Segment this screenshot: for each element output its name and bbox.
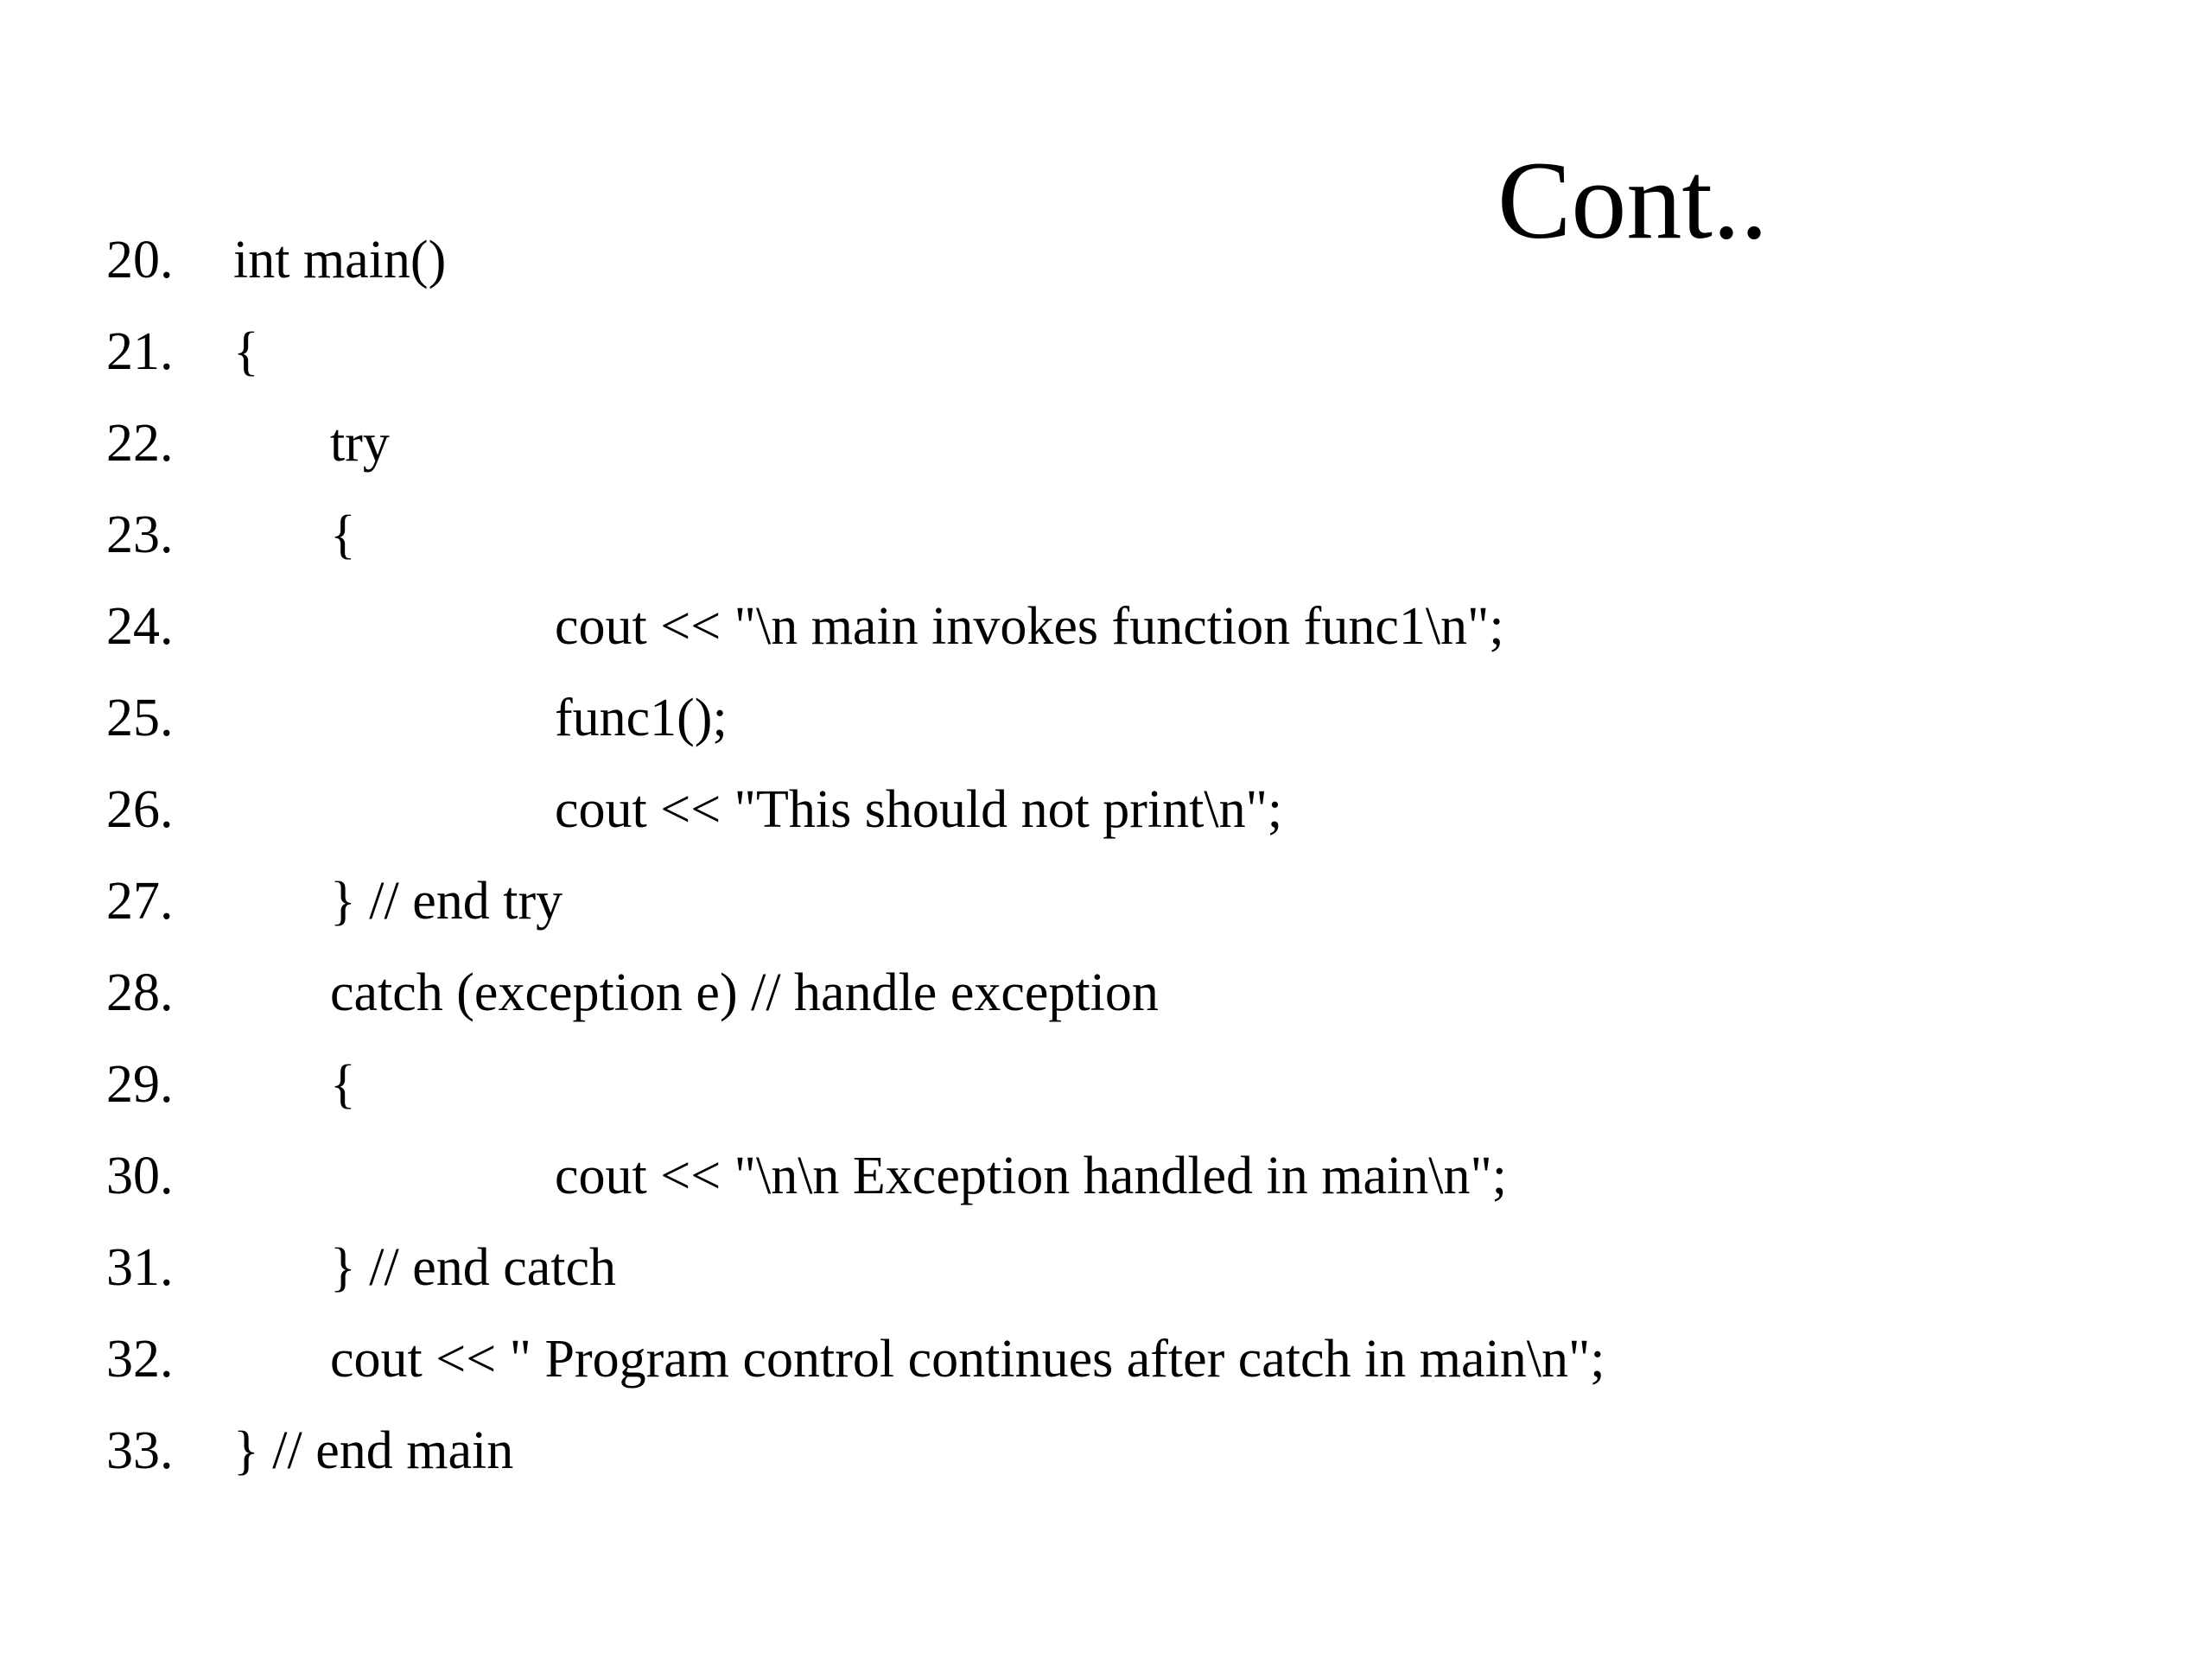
code-text: cout << " Program control continues after catch in main\n"; bbox=[330, 1330, 1605, 1389]
line-number: 26. bbox=[106, 780, 174, 839]
code-line bbox=[0, 221, 2212, 299]
code-line bbox=[0, 862, 2212, 940]
slide-title: Cont.. bbox=[1497, 139, 1768, 262]
line-number: 32. bbox=[106, 1330, 174, 1389]
code-line bbox=[0, 313, 2212, 391]
line-number: 24. bbox=[106, 597, 174, 656]
code-line bbox=[0, 679, 2212, 757]
code-text: } // end try bbox=[330, 872, 563, 931]
code-line bbox=[0, 1046, 2212, 1123]
line-number: 30. bbox=[106, 1147, 174, 1205]
code-text: { bbox=[233, 322, 259, 381]
code-line bbox=[0, 1320, 2212, 1398]
line-number: 22. bbox=[106, 414, 174, 473]
code-text: try bbox=[330, 414, 390, 473]
line-number: 31. bbox=[106, 1238, 174, 1297]
line-number: 25. bbox=[106, 689, 174, 747]
code-line bbox=[0, 771, 2212, 849]
code-text: { bbox=[330, 505, 356, 564]
code-line bbox=[0, 954, 2212, 1032]
line-number: 21. bbox=[106, 322, 174, 381]
code-text: } // end catch bbox=[330, 1238, 617, 1297]
line-number: 23. bbox=[106, 505, 174, 564]
code-text: int main() bbox=[233, 231, 447, 289]
code-line bbox=[0, 404, 2212, 482]
line-number: 29. bbox=[106, 1055, 174, 1114]
code-line bbox=[0, 496, 2212, 574]
code-line bbox=[0, 1137, 2212, 1215]
code-line bbox=[0, 1412, 2212, 1490]
code-text: cout << "\n\n Exception handled in main\n"; bbox=[555, 1147, 1508, 1205]
code-line bbox=[0, 588, 2212, 665]
line-number: 27. bbox=[106, 872, 174, 931]
code-text: catch (exception e) // handle exception bbox=[330, 963, 1159, 1022]
code-text: { bbox=[330, 1055, 356, 1114]
code-text: cout << "This should not print\n"; bbox=[555, 780, 1283, 839]
code-text: } // end main bbox=[233, 1421, 514, 1480]
code-text: cout << "\n main invokes function func1\n"; bbox=[555, 597, 1504, 656]
line-number: 28. bbox=[106, 963, 174, 1022]
code-text: func1(); bbox=[555, 689, 728, 747]
line-number: 20. bbox=[106, 231, 174, 289]
line-number: 33. bbox=[106, 1421, 174, 1480]
code-line bbox=[0, 1229, 2212, 1306]
